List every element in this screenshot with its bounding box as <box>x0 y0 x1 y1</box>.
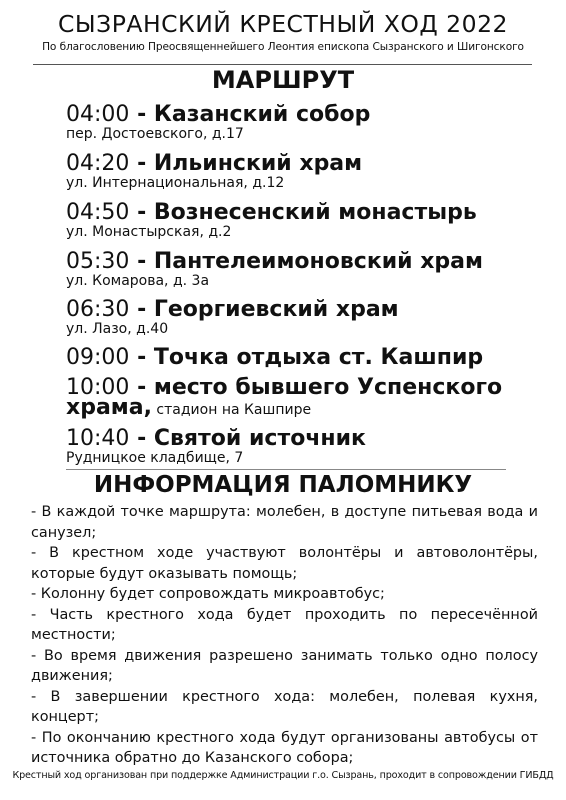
stop-time: 09:00 <box>66 345 130 370</box>
info-item: - В каждой точке маршрута: молебен, в доступе питьевая вода и санузел; <box>31 504 538 541</box>
dash-separator: - <box>129 426 154 451</box>
stop-address: Рудницкое кладбище, 7 <box>66 450 244 466</box>
stop-name-line2: храма, <box>66 395 152 420</box>
stop-time: 04:50 <box>66 200 130 225</box>
route-heading: МАРШРУТ <box>211 66 355 94</box>
stop-name: Георгиевский храм <box>153 297 399 322</box>
dash-separator: - <box>129 297 154 322</box>
stop-address: ул. Лазо, д.40 <box>66 321 169 337</box>
stop-title <box>66 346 483 370</box>
blessing-subtitle: По благословению Преосвященнейшего Леонтия епископа Сызранского и Шигонского <box>42 41 524 53</box>
stop-title <box>66 103 370 127</box>
route-stop <box>66 152 362 191</box>
stop-time: 04:00 <box>66 102 130 127</box>
stop-name: место бывшего Успенского <box>153 375 503 400</box>
stop-title <box>66 427 366 451</box>
route-stop <box>66 103 370 142</box>
stop-time: 10:00 <box>66 375 130 400</box>
divider <box>66 469 506 470</box>
dash-separator: - <box>129 200 154 225</box>
stop-address: пер. Достоевского, д.17 <box>66 126 244 142</box>
dash-separator: - <box>129 345 154 370</box>
stop-time: 06:30 <box>66 297 130 322</box>
info-item: - Колонну будет сопровождать микроавтобус; <box>31 586 385 602</box>
route-stop <box>66 375 503 420</box>
stop-time: 04:20 <box>66 151 130 176</box>
route-stop <box>66 298 399 337</box>
stop-name: Ильинский храм <box>153 151 363 176</box>
info-item: - Во время движения разрешено занимать только одно полосу движения; <box>31 647 538 684</box>
stop-name: Точка отдыха ст. Кашпир <box>153 345 484 370</box>
stop-address: ул. Интернациональная, д.12 <box>66 175 285 191</box>
stop-address: стадион на Кашпире <box>151 402 312 418</box>
stop-time: 10:40 <box>66 426 130 451</box>
info-list <box>31 502 538 769</box>
info-item: - В завершении крестного хода: молебен, полевая кухня, концерт; <box>31 688 538 725</box>
route-stop <box>66 346 483 370</box>
dash-separator: - <box>129 375 154 400</box>
info-item: - В крестном ходе участвуют волонтёры и автоволонтёры, которые будут оказывать помощь; <box>31 545 538 582</box>
dash-separator: - <box>129 102 154 127</box>
stop-title-continued <box>66 395 502 420</box>
dash-separator: - <box>129 249 154 274</box>
page-title: СЫЗРАНСКИЙ КРЕСТНЫЙ ХОД 2022 <box>57 10 508 38</box>
stop-name: Святой источник <box>153 426 366 451</box>
route-stop <box>66 427 366 466</box>
route-stop <box>66 201 477 240</box>
footer-note: Крестный ход организован при поддержке Администрации г.о. Сызрань, проходит в сопровождении ГИБДД <box>12 770 554 781</box>
stop-address: ул. Монастырская, д.2 <box>66 224 232 240</box>
stop-title <box>66 298 399 322</box>
stop-name: Пантелеимоновский храм <box>153 249 483 274</box>
info-item: - По окончанию крестного хода будут организованы автобусы от источника обратно до Казанского собора; <box>31 729 538 766</box>
stop-time: 05:30 <box>66 249 130 274</box>
route-stop <box>66 250 483 289</box>
stop-title <box>66 250 483 274</box>
stop-name: Казанский собор <box>153 102 371 127</box>
stop-title <box>66 201 477 225</box>
dash-separator: - <box>129 151 154 176</box>
info-item: - Часть крестного хода будет проходить по пересечённой местности; <box>31 606 538 643</box>
stop-name: Вознесенский монастырь <box>153 200 477 225</box>
stop-address: ул. Комарова, д. 3а <box>66 273 210 289</box>
stop-title <box>66 152 362 176</box>
divider <box>33 64 532 65</box>
info-heading: ИНФОРМАЦИЯ ПАЛОМНИКУ <box>93 472 473 498</box>
